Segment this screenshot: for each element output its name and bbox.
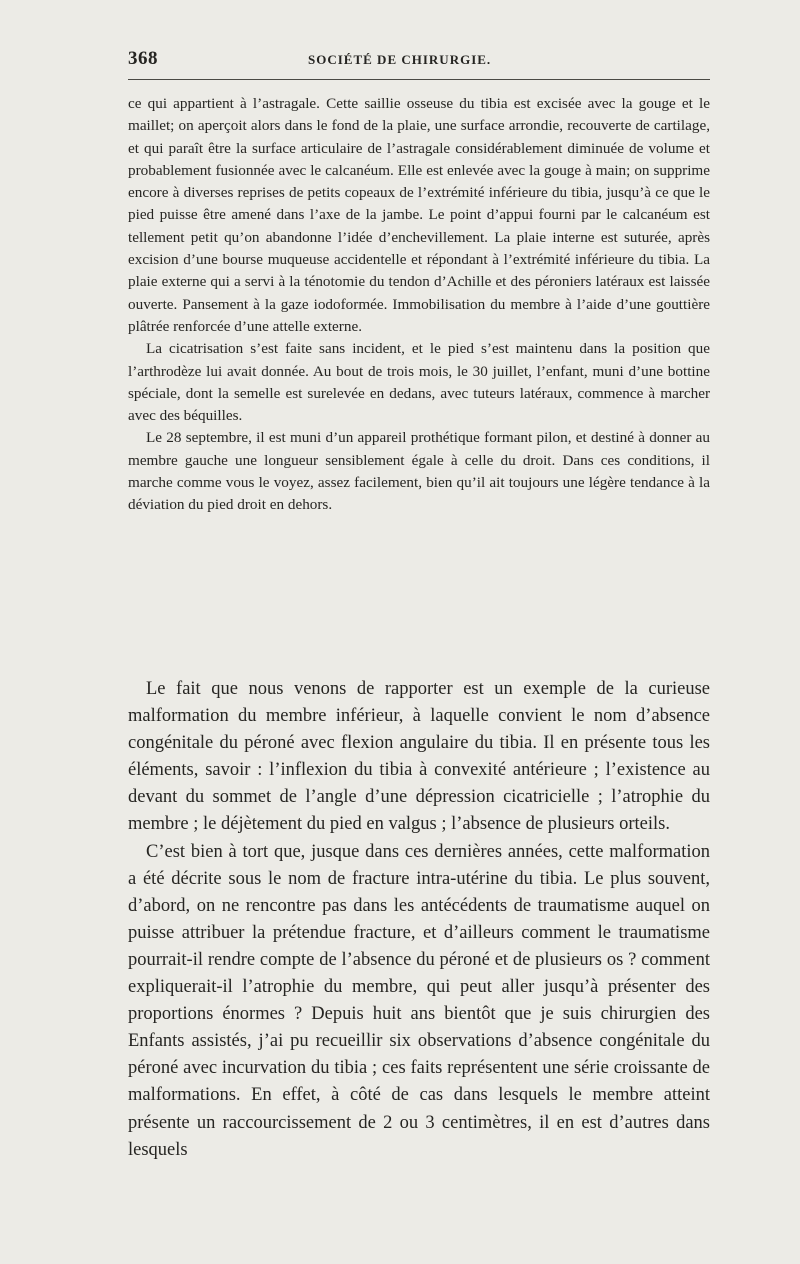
case-paragraph-operation: ce qui appartient à l’astragale. Cette saillie osseuse du tibia est excisée avec la gouge et le maillet; on aperçoit alors dans le fond de la plaie, une surface arrondie, recouverte de cartilage, et qui paraît être la surface articulaire de l’astragale considérablement diminuée de volume et probablement fusionnée avec le calcanéum. Elle est enlevée avec la gouge à main; on supprime encore à diverses reprises de petits copeaux de l’extrémité inférieure du tibia, jusqu’à ce que le pied puisse être amené dans l’axe de la jambe. Le point d’appui fourni par le calcanéum est tellement petit qu’on abandonne l’idée d’enchevillement. La plaie interne est suturée, après excision d’une bourse muqueuse accidentelle et répondant à l’extrémité inférieure du tibia. La plaie externe qui a servi à la ténotomie du tendon d’Achille et des péroniers latéraux est laissée ouverte. Pansement à la gaze iodoformée. Immobilisation du membre à l’aide d’une gouttière plâtrée renforcée d’une attelle externe. (128, 95, 710, 335)
page-header (128, 48, 710, 74)
commentary-paragraph-malformation: Le fait que nous venons de rapporter est un exemple de la curieuse malformation du membre inférieur, à laquelle convient le nom d’absence congénitale du péroné avec flexion angulaire du tibia. Il en présente tous les éléments, savoir : l’inflexion du tibia à convexité antérieure ; l’existence au devant du sommet de l’angle d’une dépression cicatricielle ; l’atrophie du membre ; le déjètement du pied en valgus ; l’absence de plusieurs orteils. (128, 679, 710, 835)
case-report-text (128, 93, 710, 517)
commentary-paragraph-fracture-discussion: C’est bien à tort que, jusque dans ces dernières années, cette malformation a été décrite sous le nom de fracture intra-utérine du tibia. Le plus souvent, d’abord, on ne rencontre pas dans les antécédents de traumatisme auquel on puisse attribuer la prétendue fracture, et d’ailleurs comment le traumatisme pourrait-il rendre compte de l’absence du péroné et de plusieurs os ? comment expliquerait-il l’atrophie du membre, qui peut aller jusqu’à présenter des proportions énormes ? Depuis huit ans bientôt que je suis chirurgien des Enfants assistés, j’ai pu recueillir six observations d’absence congénitale du péroné avec incurvation du tibia ; ces faits représentent une série croissante de malformations. En effet, à côté de cas dans lesquels le membre atteint présente un raccourcissement de 2 ou 3 centimètres, il en est d’autres dans lesquels (128, 841, 710, 1160)
header-rule (128, 79, 710, 80)
case-paragraph-healing: La cicatrisation s’est faite sans incident, et le pied s’est maintenu dans la position que l’arthrodèze lui avait donnée. Au bout de trois mois, le 30 juillet, l’enfant, muni d’une bottine spéciale, dont la semelle est surelevée en dedans, avec tuteurs latéraux, commence à marcher avec des béquilles. (128, 340, 710, 425)
case-paragraph-prosthesis: Le 28 septembre, il est muni d’un appareil prothétique formant pilon, et destiné à donner au membre gauche une longueur sensiblement égale à celle du droit. Dans ces conditions, il marche comme vous le voyez, assez facilement, bien qu’il ait toujours une légère tendance à la déviation du pied droit en dehors. (128, 429, 710, 514)
commentary-text (128, 676, 710, 1164)
page-number: 368 (128, 48, 158, 69)
running-title: SOCIÉTÉ DE CHIRURGIE. (308, 52, 492, 67)
